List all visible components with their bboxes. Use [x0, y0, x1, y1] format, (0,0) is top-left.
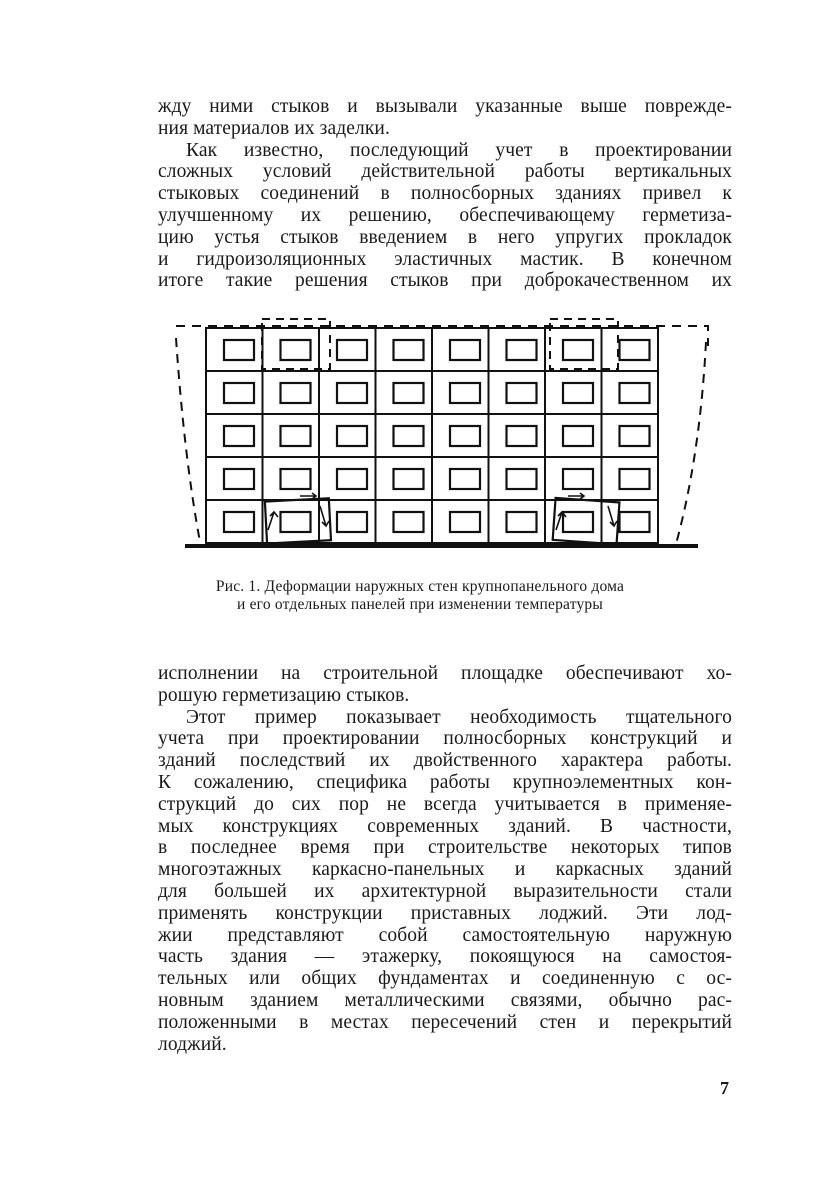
window — [507, 469, 537, 489]
caption-line: Рис. 1. Деформации наружных стен крупнопанельного дома — [215, 578, 625, 595]
panel-distorted-bottom-left — [265, 498, 331, 543]
window — [394, 340, 424, 360]
window — [450, 469, 480, 489]
arrow-mark — [608, 506, 617, 526]
window — [620, 469, 650, 489]
window — [450, 340, 480, 360]
window — [563, 340, 593, 360]
text-line: учета при проектировании полносборных конструкций и — [158, 728, 732, 750]
window — [224, 512, 254, 532]
deformed-outline-left — [176, 338, 200, 542]
window — [620, 512, 650, 532]
text-line: улучшенному их решению, обеспечивающему герметиза- — [158, 204, 732, 226]
text-line: применять конструкции приставных лоджий. Эти лод- — [158, 902, 732, 924]
window — [337, 383, 367, 403]
text-line: стыковых соединений в полносборных зданиях привел к — [158, 183, 732, 205]
paragraph-bottom — [158, 663, 732, 1055]
window — [394, 512, 424, 532]
text-line: часть здания — этажерку, покоящуюся на самостоя- — [158, 946, 732, 968]
window — [450, 426, 480, 446]
window — [507, 426, 537, 446]
text-line: Этот пример показывает необходимость тщательного — [186, 706, 732, 728]
window — [224, 426, 254, 446]
text-line: исполнении на строительной площадке обеспечивают хо- — [158, 663, 732, 684]
caption-line: и его отдельных панелей при изменении температуры — [237, 596, 603, 613]
window — [224, 469, 254, 489]
window — [563, 469, 593, 489]
facade-diagram — [170, 316, 710, 556]
window — [507, 512, 537, 532]
text-line: жду ними стыков и вызывали указанные выше поврежде- — [158, 96, 732, 117]
text-line: жии представляют собой самостоятельную наружную — [158, 924, 732, 946]
window — [281, 469, 311, 489]
window — [507, 383, 537, 403]
text-line: Как известно, последующий учет в проектировании — [186, 139, 732, 161]
window — [563, 512, 593, 532]
arrow-mark — [268, 512, 278, 530]
text-line: многоэтажных каркасно-панельных и каркасных зданий — [158, 859, 732, 881]
window — [394, 426, 424, 446]
window — [337, 469, 367, 489]
text-line: сложных условий действительной работы вертикальных — [158, 161, 732, 183]
window — [507, 340, 537, 360]
arrow-mark — [300, 493, 316, 499]
text-line: зданий последствий их двойственного характера работы. — [158, 750, 732, 772]
text-line: положенными в местах пересечений стен и перекрытий — [158, 1011, 732, 1033]
window — [224, 383, 254, 403]
window — [563, 383, 593, 403]
figure-facade-deformation — [170, 316, 710, 556]
text-line: мых конструкциях современных зданий. В частности, — [158, 815, 732, 837]
window — [620, 340, 650, 360]
text-line: К сожалению, специфика работы крупноэлементных кон- — [158, 771, 732, 793]
text-line: цию устья стыков введением в него упругих прокладок — [158, 226, 732, 248]
text-line: для большей их архитектурной выразительности стали — [158, 880, 732, 902]
text-line: рошую герметизацию стыков. — [158, 684, 410, 706]
text-line: и гидроизоляционных эластичных мастик. В конечном — [158, 248, 732, 270]
window — [394, 383, 424, 403]
window — [281, 340, 311, 360]
window — [337, 340, 367, 360]
text-line: тельных или общих фундаментах и соединенную с ос- — [158, 968, 732, 990]
text-line: струкций до сих пор не всегда учитывается в применяе- — [158, 793, 732, 815]
figure-caption — [0, 578, 840, 614]
arrow-mark — [556, 512, 566, 530]
window — [563, 426, 593, 446]
paragraph-top — [158, 96, 732, 292]
window — [337, 512, 367, 532]
arrow-mark — [320, 506, 329, 526]
text-line: лоджий. — [158, 1033, 227, 1055]
text-line: в последнее время при строительстве некоторых типов — [158, 837, 732, 859]
window — [620, 383, 650, 403]
text-line: итоге такие решения стыков при доброкачественном их — [158, 270, 732, 292]
panel-grid — [206, 328, 658, 543]
text-line: новным зданием металлическими связями, обычно рас- — [158, 989, 732, 1011]
page-number: 7 — [720, 1078, 729, 1098]
window — [224, 340, 254, 360]
window — [281, 383, 311, 403]
window — [337, 426, 367, 446]
window — [620, 426, 650, 446]
window — [450, 512, 480, 532]
window — [450, 383, 480, 403]
window — [281, 512, 311, 532]
window — [281, 426, 311, 446]
deformed-outline-right — [676, 342, 706, 544]
window — [394, 469, 424, 489]
text-line: ния материалов их заделки. — [158, 117, 390, 139]
